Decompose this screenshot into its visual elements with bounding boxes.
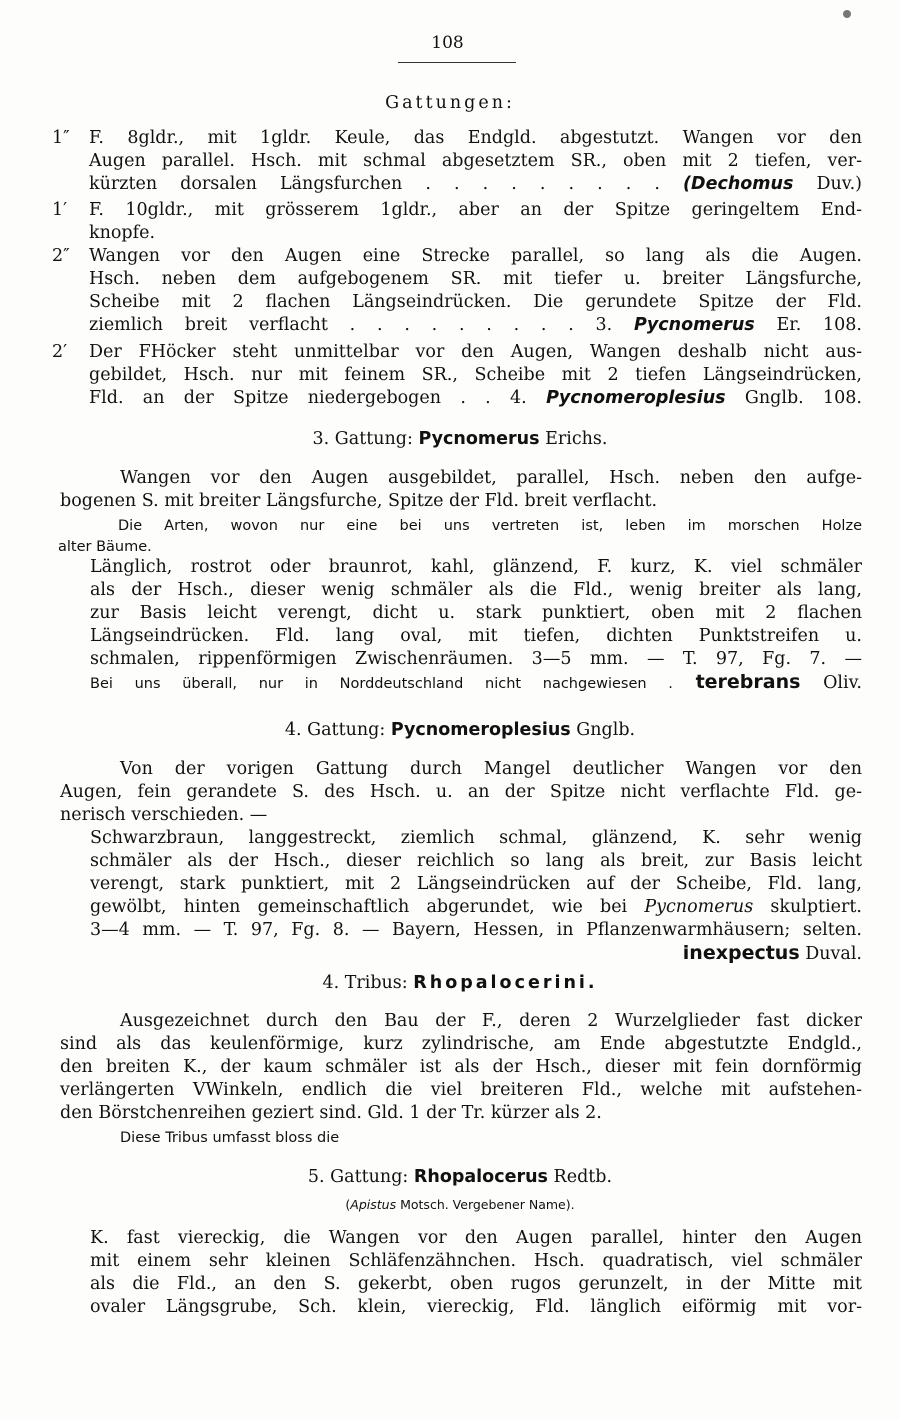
text-line: schmalen, rippenförmigen Zwischenräumen. 3—5 mm. — T. 97, Fg. 7. —: [90, 649, 862, 669]
genus-author: Duv.): [816, 174, 862, 194]
key-text: ziemlich breit verflacht . . . . . . . . . 3.: [89, 315, 613, 335]
text-line: mit einem sehr kleinen Schläfenzähnchen. Hsch. quadratisch, viel schmäler: [90, 1251, 862, 1271]
couplet-number: 2′: [52, 342, 68, 362]
text-line: 3—4 mm. — T. 97, Fg. 8. — Bayern, Hessen, in Pflanzenwarmhäusern; selten.: [90, 920, 862, 940]
synonym-note: Motsch. Vergebener Name).: [400, 1197, 575, 1212]
ink-spot: [843, 10, 851, 18]
genus-author: Redtb.: [553, 1167, 613, 1187]
tribe-heading: [200, 972, 720, 995]
text-line: Hsch. neben dem aufgebogenem SR. mit tiefer u. breiter Längsfurche,: [89, 269, 862, 289]
key-couplet-2a: [52, 245, 862, 337]
text-line: Ausgezeichnet durch den Bau der F., deren 2 Wurzelglieder fast dicker: [120, 1011, 862, 1031]
key-heading: Gattungen:: [385, 93, 515, 113]
synonym-name: Apistus: [350, 1197, 397, 1212]
text-line: [89, 314, 862, 337]
text-line: verlängerten VWinkeln, endlich die viel breiteren Fld., welche mit aufstehen-: [60, 1080, 862, 1100]
couplet-number: 2″: [52, 246, 70, 266]
key-text: kürzten dorsalen Längsfurchen . . . . . . . . .: [89, 174, 660, 194]
key-couplet-1b: [52, 199, 862, 245]
genus5-synonym: (Apistus Motsch. Vergebener Name).: [345, 1197, 575, 1212]
genus-author: Gnglb. 108.: [744, 388, 862, 408]
key-text: Fld. an der Spitze niedergebogen . . 4.: [89, 388, 527, 408]
text-line: gebildet, Hsch. nur mit feinem SR., Scheibe mit 2 tiefen Längseindrücken,: [89, 365, 862, 385]
genus3-species: [90, 556, 862, 696]
text-line: [90, 671, 862, 696]
text-line: ovaler Längsgrube, Sch. klein, viereckig, Fld. länglich eiförmig mit vor-: [90, 1297, 862, 1317]
genus-author: Erichs.: [545, 429, 608, 449]
genus4-description: [60, 758, 862, 827]
genus3-heading: [200, 428, 720, 451]
text-line: F. 8gldr., mit 1gldr. Keule, das Endgld. abgestutzt. Wangen vor den: [89, 128, 862, 148]
text-line: Von der vorigen Gattung durch Mangel deutlicher Wangen vor den: [120, 759, 862, 779]
tribe-label: 4. Tribus:: [322, 973, 408, 993]
tribe-note: Diese Tribus umfasst bloss die: [120, 1130, 340, 1146]
text-line: verengt, stark punktiert, mit 2 Längseindrücken auf der Scheibe, Fld. lang,: [90, 874, 862, 894]
genus-name: Pycnomerus: [418, 429, 540, 449]
text-line: Wangen vor den Augen eine Strecke parallel, so lang als die Augen.: [89, 246, 862, 266]
genus-author: Gnglb.: [576, 720, 636, 740]
key-couplet-2b: [52, 341, 862, 410]
genus-name: (Dechomus: [683, 174, 794, 194]
text-line: als die Fld., an den S. gekerbt, oben rugos gerunzelt, in der Mitte mit: [90, 1274, 862, 1294]
distribution-text: Bei uns überall, nur in Norddeutschland nicht nachgewiesen .: [90, 676, 673, 692]
text-line: K. fast viereckig, die Wangen vor den Augen parallel, hinter den Augen: [90, 1228, 862, 1248]
page-number-rule: [398, 62, 516, 63]
text-line: zur Basis leicht verengt, dicht u. stark punktiert, oben mit 2 flachen: [90, 603, 862, 623]
text-line: Schwarzbraun, langgestreckt, ziemlich schmal, glänzend, K. sehr wenig: [90, 828, 862, 848]
text-line: schmäler als der Hsch., dieser reichlich so lang als breit, zur Basis leicht: [90, 851, 862, 871]
text-line: Länglich, rostrot oder braunrot, kahl, glänzend, F. kurz, K. viel schmäler: [90, 557, 862, 577]
text-line: Der FHöcker steht unmittelbar vor den Augen, Wangen deshalb nicht aus-: [89, 342, 862, 362]
text-line: Die Arten, wovon nur eine bei uns vertreten ist, leben im morschen Holze: [118, 518, 862, 534]
text-line: den breiten K., der kaum schmäler ist als der Hsch., dieser mit fein dornförmig: [60, 1057, 862, 1077]
page-number: 108: [431, 33, 464, 53]
genus-name: Pycnomeroplesius: [546, 388, 726, 408]
text-line: sind als das keulenförmige, kurz zylindrische, am Ende abgestutzte Endgld.,: [60, 1034, 862, 1054]
genus5-description: [90, 1227, 862, 1319]
couplet-number: 1′: [52, 200, 68, 220]
text-line: Augen, fein gerandete S. des Hsch. u. an der Spitze nicht verflachte Fld. ge-: [60, 782, 862, 802]
genus-name: Rhopalocerus: [413, 1167, 548, 1187]
genus-label: 3. Gattung:: [312, 429, 413, 449]
text-line: Längseindrücken. Fld. lang oval, mit tiefen, dichten Punktstreifen u.: [90, 626, 862, 646]
key-couplet-1a: [52, 127, 862, 196]
line-end: skulptiert.: [770, 897, 862, 917]
genus-label: 4. Gattung:: [284, 720, 386, 740]
line-text: gewölbt, hinten gemeinschaftlich abgerundet, wie bei: [90, 897, 628, 917]
genus-name: Pycnomeroplesius: [390, 720, 571, 740]
text-line: F. 10gldr., mit grösserem 1gldr., aber an der Spitze geringeltem End-: [89, 200, 862, 220]
text-line: alter Bäume.: [58, 539, 152, 555]
text-line: [90, 896, 862, 919]
genus-author: Er. 108.: [776, 315, 862, 335]
text-line: nerisch verschieden. —: [60, 805, 268, 825]
genus4-species: [90, 827, 862, 966]
italic-genus: Pycnomerus: [644, 897, 754, 917]
text-line: Scheibe mit 2 flachen Längseindrücken. Die gerundete Spitze der Fld.: [89, 292, 862, 312]
tribe-name: Rhopalocerini.: [413, 973, 598, 993]
genus4-heading: [200, 719, 720, 742]
genus-name: Pycnomerus: [634, 315, 755, 335]
text-line: Augen parallel. Hsch. mit schmal abgesetztem SR., oben mit 2 tiefen, ver-: [89, 151, 862, 171]
text-line: Wangen vor den Augen ausgebildet, parallel, Hsch. neben den aufge-: [120, 468, 862, 488]
species-name: terebrans: [695, 671, 801, 693]
text-line: als der Hsch., dieser wenig schmäler als die Fld., wenig breiter als lang,: [90, 580, 862, 600]
tribe-description: [60, 1010, 862, 1125]
genus-label: 5. Gattung:: [307, 1167, 409, 1187]
species-name: inexpectus: [682, 942, 800, 964]
species-author: Oliv.: [823, 673, 862, 693]
couplet-number: 1″: [52, 128, 70, 148]
text-line: den Börstchenreihen geziert sind. Gld. 1 der Tr. kürzer als 2.: [60, 1103, 602, 1123]
text-line: knopfe.: [89, 223, 156, 243]
genus3-description: [60, 467, 862, 513]
text-line: [89, 173, 862, 196]
text-line: [90, 942, 862, 966]
genus5-heading: [200, 1166, 720, 1189]
species-author: Duval.: [805, 944, 862, 964]
text-line: [89, 387, 862, 410]
genus3-note: [58, 516, 862, 558]
text-line: bogenen S. mit breiter Längsfurche, Spitze der Fld. breit verflacht.: [60, 491, 658, 511]
